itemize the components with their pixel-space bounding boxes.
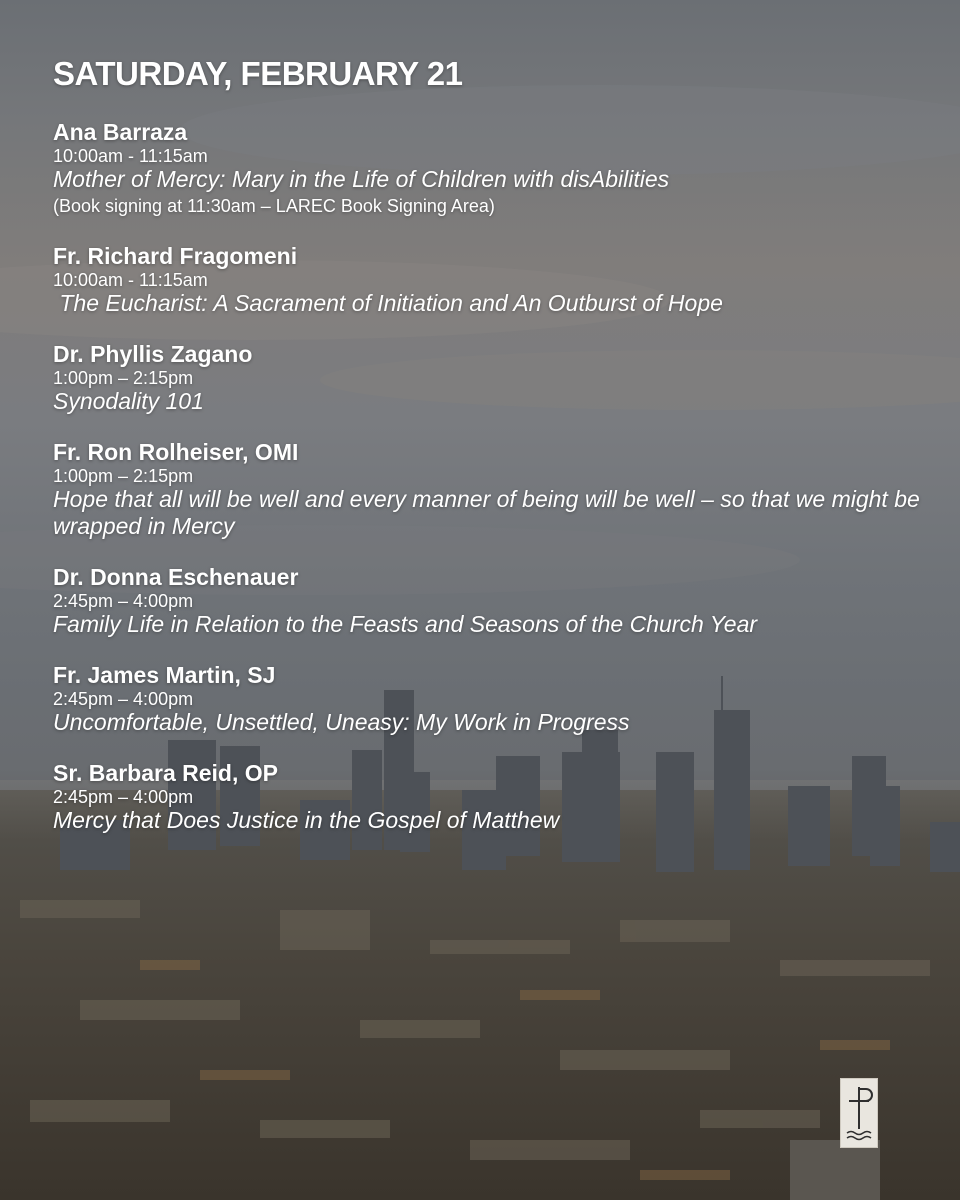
session-title: Hope that all will be well and every manner of being will be well – so that we might be wrapped in Mercy — [53, 486, 920, 539]
session-item — [53, 243, 943, 317]
session-item — [53, 564, 943, 638]
speaker-name: Fr. Ron Rolheiser, OMI — [53, 439, 299, 465]
session-item — [53, 119, 943, 219]
session-time: 1:00pm – 2:15pm — [53, 466, 194, 486]
session-note: (Book signing at 11:30am – LAREC Book Signing Area) — [53, 196, 495, 216]
speaker-name: Ana Barraza — [53, 119, 188, 145]
session-time: 10:00am - 11:15am — [53, 146, 208, 166]
session-time: 2:45pm – 4:00pm — [53, 787, 194, 807]
session-title: The Eucharist: A Sacrament of Initiation and An Outburst of Hope — [53, 290, 723, 316]
session-item — [53, 439, 943, 540]
schedule — [53, 55, 943, 858]
session-title: Family Life in Relation to the Feasts and Seasons of the Church Year — [53, 611, 758, 637]
session-item — [53, 662, 943, 736]
session-time: 2:45pm – 4:00pm — [53, 591, 194, 611]
speaker-name: Fr. James Martin, SJ — [53, 662, 276, 688]
session-time: 10:00am - 11:15am — [53, 270, 208, 290]
session-item — [53, 341, 943, 415]
session-item — [53, 760, 943, 834]
speaker-name: Fr. Richard Fragomeni — [53, 243, 298, 269]
session-time: 1:00pm – 2:15pm — [53, 368, 194, 388]
session-title: Mother of Mercy: Mary in the Life of Children with disAbilities — [53, 166, 670, 192]
speaker-name: Dr. Donna Eschenauer — [53, 564, 299, 590]
session-title: Synodality 101 — [53, 388, 204, 414]
session-title: Mercy that Does Justice in the Gospel of Matthew — [53, 807, 560, 833]
speaker-name: Dr. Phyllis Zagano — [53, 341, 253, 367]
logo-icon — [840, 1078, 878, 1148]
page-heading: SATURDAY, FEBRUARY 21 — [53, 55, 463, 92]
cross-wave-logo-icon — [841, 1079, 877, 1147]
session-time: 2:45pm – 4:00pm — [53, 689, 194, 709]
speaker-name: Sr. Barbara Reid, OP — [53, 760, 278, 786]
session-title: Uncomfortable, Unsettled, Uneasy: My Work in Progress — [53, 709, 630, 735]
